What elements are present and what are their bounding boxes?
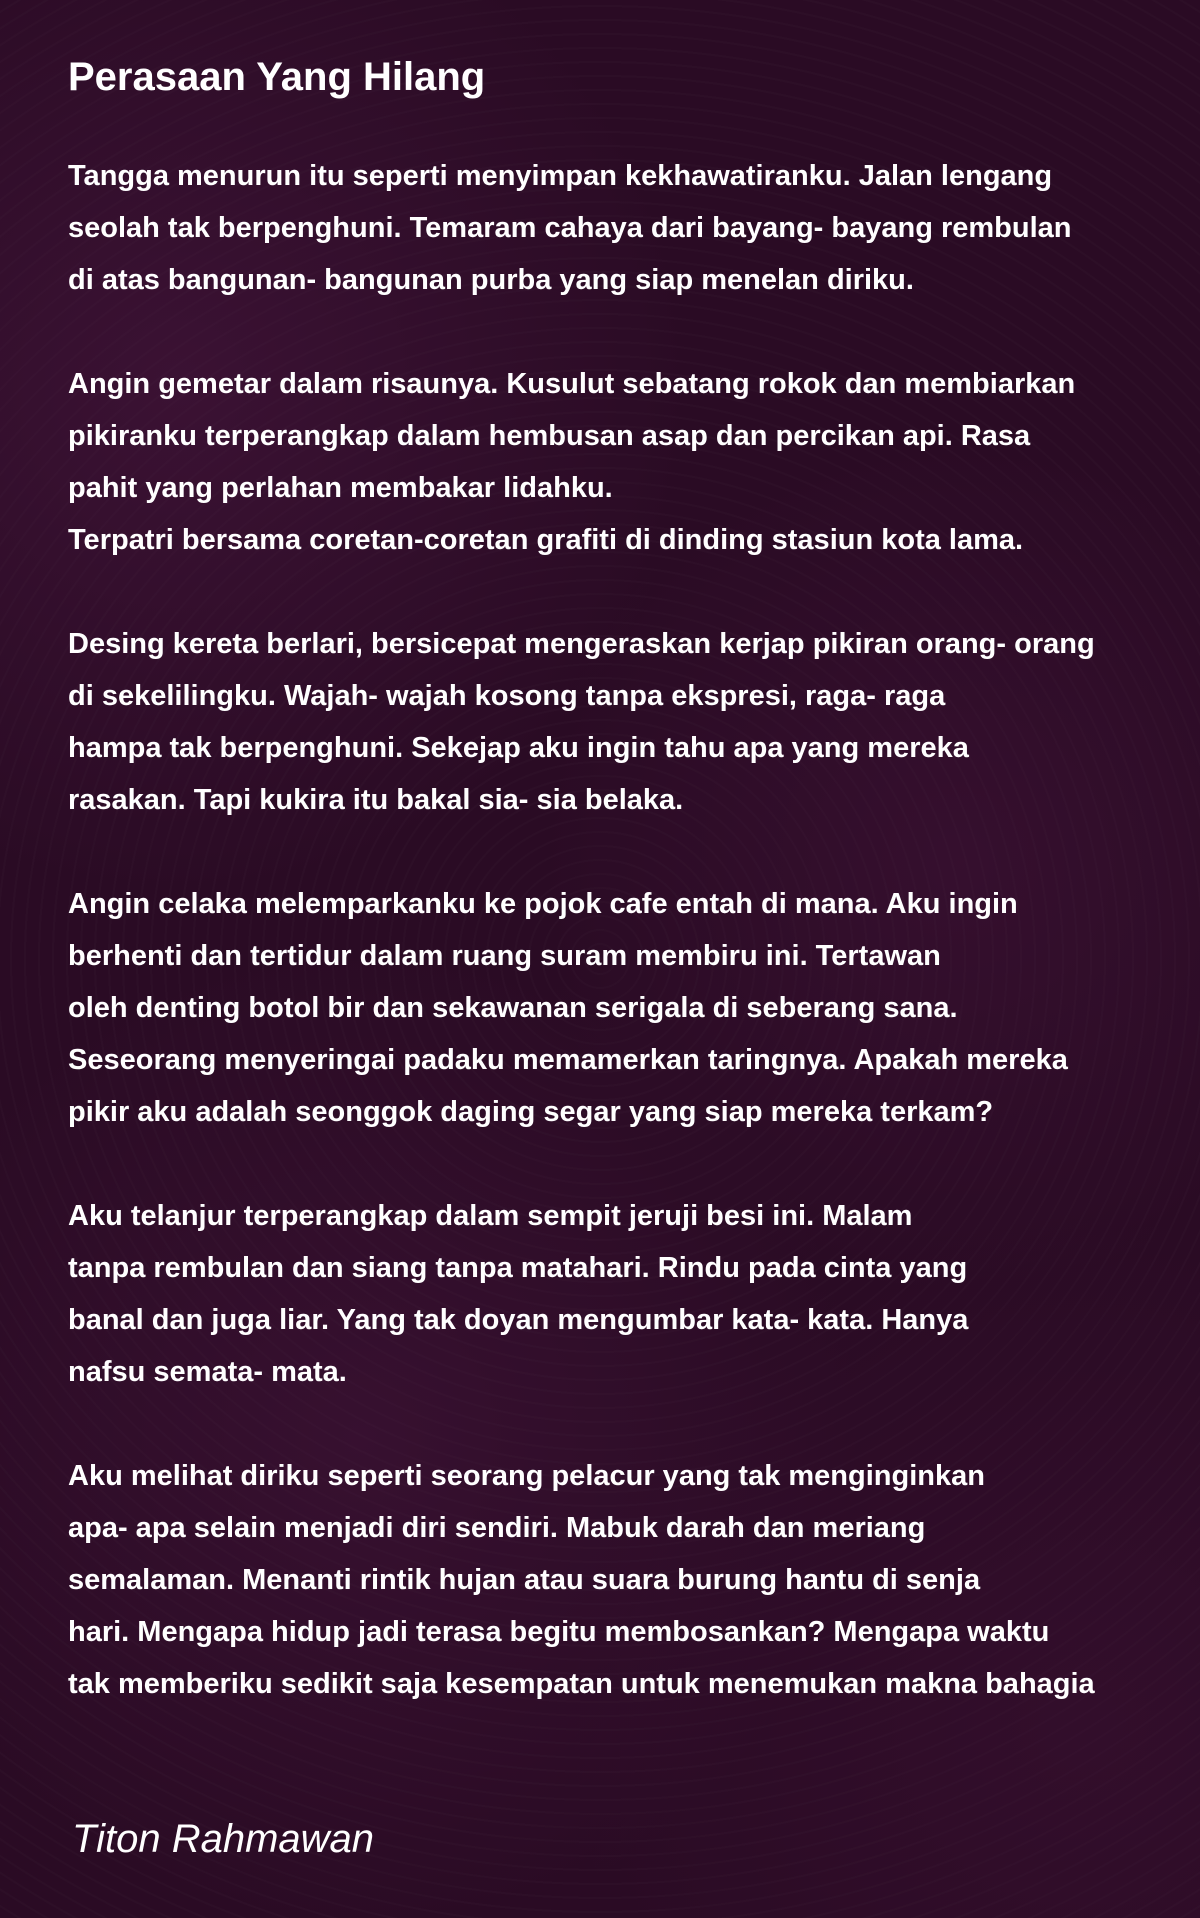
poem-line: tak memberiku sedikit saja kesempatan untuk menemukan makna bahagia	[68, 1668, 1095, 1700]
poem-body	[68, 150, 1200, 1762]
poem-line: di sekelilingku. Wajah- wajah kosong tanpa ekspresi, raga- raga	[68, 680, 946, 712]
poem-line: Aku melihat diriku seperti seorang pelacur yang tak menginginkan	[68, 1460, 985, 1492]
poem-line: apa- apa selain menjadi diri sendiri. Mabuk darah dan meriang	[68, 1512, 926, 1544]
poem-line: semalaman. Menanti rintik hujan atau suara burung hantu di senja	[68, 1564, 981, 1596]
poem-line: Terpatri bersama coretan-coretan grafiti di dinding stasiun kota lama.	[68, 524, 1024, 556]
poem-line: di atas bangunan- bangunan purba yang siap menelan diriku.	[68, 264, 914, 296]
poem-line: nafsu semata- mata.	[68, 1356, 347, 1388]
poem-line: pikiranku terperangkap dalam hembusan asap dan percikan api. Rasa	[68, 420, 1031, 452]
poem-stanza	[68, 878, 1200, 1138]
poem-line: banal dan juga liar. Yang tak doyan mengumbar kata- kata. Hanya	[68, 1304, 969, 1336]
poem-stanza	[68, 1450, 1200, 1710]
poem-line: pikir aku adalah seonggok daging segar yang siap mereka terkam?	[68, 1096, 994, 1128]
poem-title: Perasaan Yang Hilang	[68, 55, 486, 99]
poem-line: hari. Mengapa hidup jadi terasa begitu membosankan? Mengapa waktu	[68, 1616, 1050, 1648]
poem-line: Desing kereta berlari, bersicepat mengeraskan kerjap pikiran orang- orang	[68, 628, 1095, 660]
poem-stanza	[68, 358, 1200, 566]
poem-line: Angin gemetar dalam risaunya. Kusulut sebatang rokok dan membiarkan	[68, 368, 1076, 400]
poem-line: Tangga menurun itu seperti menyimpan kekhawatiranku. Jalan lengang	[68, 160, 1053, 192]
poem-stanza	[68, 618, 1200, 826]
poem-line: Seseorang menyeringai padaku memamerkan taringnya. Apakah mereka	[68, 1044, 1068, 1076]
poem-line: Aku telanjur terperangkap dalam sempit jeruji besi ini. Malam	[68, 1200, 913, 1232]
poem-stanza	[68, 150, 1200, 306]
poem-line: oleh denting botol bir dan sekawanan serigala di seberang sana.	[68, 992, 958, 1024]
poem-line: Angin celaka melemparkanku ke pojok cafe entah di mana. Aku ingin	[68, 888, 1018, 920]
poem-author: Titon Rahmawan	[72, 1817, 375, 1861]
poem-line: pahit yang perlahan membakar lidahku.	[68, 472, 613, 504]
poem-line: hampa tak berpenghuni. Sekejap aku ingin tahu apa yang mereka	[68, 732, 969, 764]
poem-line: berhenti dan tertidur dalam ruang suram membiru ini. Tertawan	[68, 940, 941, 972]
poem-stanza	[68, 1190, 1200, 1398]
poem-line: seolah tak berpenghuni. Temaram cahaya dari bayang- bayang rembulan	[68, 212, 1072, 244]
poem-line: tanpa rembulan dan siang tanpa matahari. Rindu pada cinta yang	[68, 1252, 968, 1284]
poem-line: rasakan. Tapi kukira itu bakal sia- sia belaka.	[68, 784, 684, 816]
